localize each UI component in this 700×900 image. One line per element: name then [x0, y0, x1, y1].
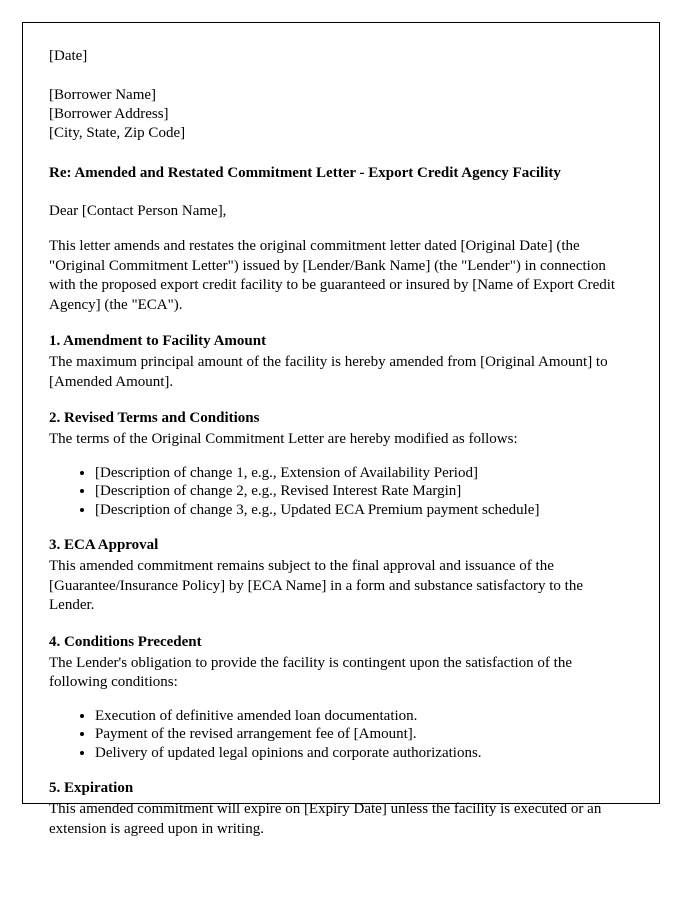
section-3-body: This amended commitment remains subject to the final approval and issuance of the [Guarantee/Insurance Policy] by [ECA Name] in a form and substance satisfactory to the Lender.	[49, 558, 583, 613]
recipient-name: [Borrower Name]	[49, 87, 157, 103]
section-2-bullet-list	[49, 464, 629, 520]
section-1-body: The maximum principal amount of the facility is hereby amended from [Original Amount] to [Amended Amount].	[49, 354, 608, 390]
list-item: • [Description of change 3, e.g., Updated ECA Premium payment schedule]	[95, 501, 629, 520]
section-3-heading: 3. ECA Approval	[49, 537, 159, 553]
subject-line: Re: Amended and Restated Commitment Letter - Export Credit Agency Facility	[49, 165, 561, 181]
section-4-heading: 4. Conditions Precedent	[49, 633, 202, 650]
section-2-body: The terms of the Original Commitment Letter are hereby modified as follows:	[49, 431, 518, 447]
section-5-heading: 5. Expiration	[49, 780, 134, 796]
salutation: Dear [Contact Person Name],	[49, 203, 227, 219]
section-4-body: The Lender's obligation to provide the facility is contingent upon the satisfaction of the following conditions:	[49, 654, 572, 690]
list-item: • [Description of change 1, e.g., Extension of Availability Period]	[95, 464, 629, 483]
list-item: • Execution of definitive amended loan documentation.	[95, 707, 629, 726]
section-1-heading: 1. Amendment to Facility Amount	[49, 333, 267, 349]
recipient-address-block	[49, 86, 629, 143]
document-body	[23, 23, 659, 837]
recipient-city-state-zip: [City, State, Zip Code]	[49, 125, 186, 141]
list-item: • Payment of the revised arrangement fee of [Amount].	[95, 725, 629, 744]
date-line: [Date]	[49, 48, 88, 64]
document-page	[22, 22, 660, 837]
intro-paragraph: This letter amends and restates the original commitment letter dated [Original Date] (the "Original Commitment Letter") issued by [Lender/Bank Name] (the "Lender") in connection with the proposed export credit facility to be guaranteed or insured by [Name of Export Credit Agency] (the "ECA").	[49, 238, 616, 313]
section-5-body: This amended commitment will expire on [Expiry Date] unless the facility is executed or an extension is agreed upon in writing.	[49, 801, 602, 837]
recipient-address: [Borrower Address]	[49, 106, 169, 122]
list-item: • [Description of change 2, e.g., Revised Interest Rate Margin]	[95, 482, 629, 501]
list-item: • Delivery of updated legal opinions and corporate authorizations.	[95, 744, 629, 763]
section-2-heading: 2. Revised Terms and Conditions	[49, 410, 260, 426]
section-4-bullet-list	[49, 707, 629, 763]
